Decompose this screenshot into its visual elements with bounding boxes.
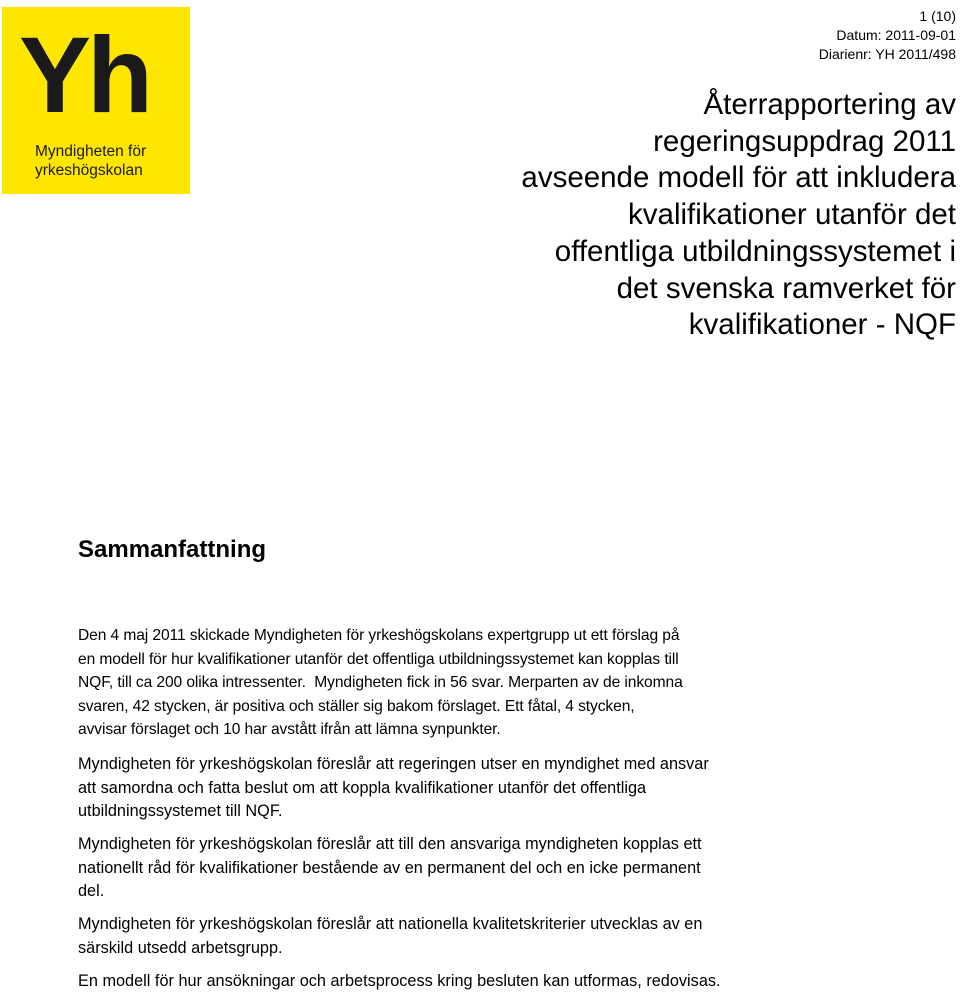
paragraph-line: Den 4 maj 2011 skickade Myndigheten för yrkeshögskolans expertgrupp ut ett förslag på: [78, 627, 680, 644]
title-line: offentliga utbildningssystemet i: [554, 234, 956, 268]
title-line: avseende modell för att inkludera: [521, 161, 956, 195]
logo-mark: Yh: [19, 14, 150, 135]
logo-text: [35, 142, 146, 180]
document-meta: [819, 7, 956, 64]
section-heading: Sammanfattning: [78, 536, 267, 563]
document-title: [396, 87, 956, 344]
summary-paragraph: [78, 913, 878, 960]
summary-paragraph: [78, 970, 878, 994]
paragraph-line: avvisar förslaget och 10 har avstått ifrån att lämna synpunkter.: [78, 721, 501, 738]
paragraph-line: att samordna och fatta beslut om att koppla kvalifikationer utanför det offentliga: [78, 778, 647, 797]
title-line: regeringsuppdrag 2011: [653, 124, 956, 158]
diary-number: Diarienr: YH 2011/498: [818, 46, 956, 62]
document-date: Datum: 2011-09-01: [836, 27, 956, 43]
page-number: 1 (10): [919, 8, 956, 24]
paragraph-line: Myndigheten för yrkeshögskolan föreslår att till den ansvariga myndigheten kopplas ett: [78, 835, 702, 853]
paragraph-line: nationellt råd för kvalifikationer bestående av en permanent del och en icke permanent: [78, 858, 701, 877]
agency-logo: [2, 7, 190, 194]
paragraph-line: del.: [78, 882, 105, 900]
paragraph-line: En modell för hur ansökningar och arbetsprocess kring besluten kan utformas, redovisas.: [78, 972, 721, 990]
title-line: kvalifikationer - NQF: [688, 308, 956, 342]
paragraph-line: en modell för hur kvalifikationer utanför det offentliga utbildningssystemet kan kopplas till: [78, 650, 679, 668]
paragraph-line: svaren, 42 stycken, är positiva och ställer sig bakom förslaget. Ett fåtal, 4 stycken,: [78, 697, 635, 715]
paragraph-line: NQF, till ca 200 olika intressenter. Myndigheten fick in 56 svar. Merparten av de inkomna: [78, 674, 683, 691]
paragraph-line: särskild utsedd arbetsgrupp.: [78, 938, 283, 957]
paragraph-line: Myndigheten för yrkeshögskolan föreslår att regeringen utser en myndighet med ansvar: [78, 755, 709, 773]
title-line: Återrapportering av: [703, 88, 956, 121]
logo-text-line: yrkeshögskolan: [35, 162, 143, 179]
summary-paragraph: [78, 833, 878, 904]
summary-paragraph: [78, 753, 878, 824]
paragraph-line: Myndigheten för yrkeshögskolan föreslår att nationella kvalitetskriterier utvecklas av en: [78, 915, 703, 933]
logo-text-line: Myndigheten för: [35, 143, 147, 160]
summary-paragraph: [78, 624, 878, 742]
paragraph-line: utbildningssystemet till NQF.: [78, 802, 283, 820]
title-line: kvalifikationer utanför det: [628, 198, 956, 232]
title-line: det svenska ramverket för: [616, 271, 956, 305]
